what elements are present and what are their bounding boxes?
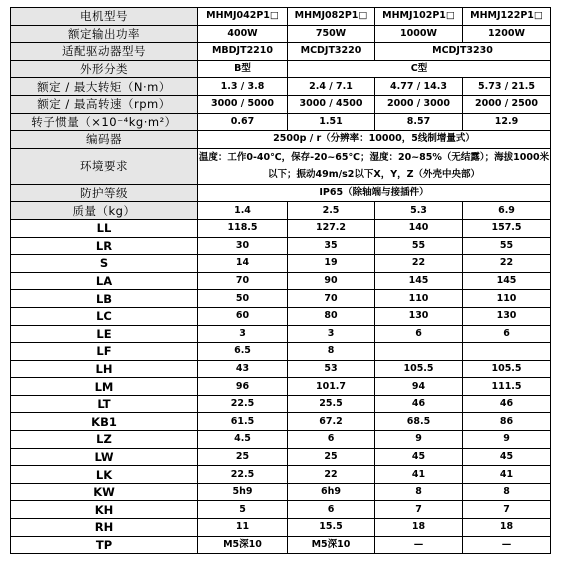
cell-value: 86 bbox=[463, 413, 551, 431]
row-label: LC bbox=[11, 307, 198, 325]
cell-value: 22.5 bbox=[198, 395, 288, 413]
cell-value: MCDJT3230 bbox=[375, 43, 551, 61]
cell-value: 1200W bbox=[463, 25, 551, 43]
cell-value: 46 bbox=[463, 395, 551, 413]
cell-value: 4.5 bbox=[198, 431, 288, 449]
row-label: 电机型号 bbox=[11, 8, 198, 26]
cell-value: 8 bbox=[463, 483, 551, 501]
cell-value: B型 bbox=[198, 60, 288, 78]
row-label: KW bbox=[11, 483, 198, 501]
cell-value: 6 bbox=[288, 431, 375, 449]
row-label: KH bbox=[11, 501, 198, 519]
dimension-rows bbox=[11, 219, 551, 553]
cell-value: 25 bbox=[198, 448, 288, 466]
dimension-row bbox=[11, 307, 551, 325]
cell-value: 80 bbox=[288, 307, 375, 325]
row-label: S bbox=[11, 255, 198, 273]
cell-value: 2000 / 3000 bbox=[375, 95, 463, 113]
cell-value: 3 bbox=[198, 325, 288, 343]
cell-value: 2000 / 2500 bbox=[463, 95, 551, 113]
cell-value: 130 bbox=[375, 307, 463, 325]
cell-value: 145 bbox=[375, 272, 463, 290]
cell-value: 70 bbox=[288, 290, 375, 308]
row-label: 外形分类 bbox=[11, 60, 198, 78]
cell-value: 6 bbox=[375, 325, 463, 343]
cell-value: 温度：工作0-40℃，保存-20~65℃；湿度：20~85%（无结露）；海拔1000米以下；振动49m/s2以下X，Y，Z（外壳中央部） bbox=[198, 148, 551, 184]
model-name: MHMJ082P1□ bbox=[288, 8, 375, 26]
cell-value: 12.9 bbox=[463, 113, 551, 131]
cell-value: 94 bbox=[375, 378, 463, 396]
cell-value: 25.5 bbox=[288, 395, 375, 413]
row-label: KB1 bbox=[11, 413, 198, 431]
spec-row bbox=[11, 25, 551, 43]
row-label: LA bbox=[11, 272, 198, 290]
row-label: 编码器 bbox=[11, 131, 198, 149]
spec-row bbox=[11, 148, 551, 184]
cell-value: 6.9 bbox=[463, 202, 551, 220]
model-name: MHMJ122P1□ bbox=[463, 8, 551, 26]
cell-value: 7 bbox=[463, 501, 551, 519]
row-label: 质量（kg） bbox=[11, 202, 198, 220]
dimension-row bbox=[11, 290, 551, 308]
row-label: LL bbox=[11, 219, 198, 237]
row-label: RH bbox=[11, 519, 198, 537]
cell-value bbox=[463, 343, 551, 361]
dimension-row bbox=[11, 448, 551, 466]
dimension-row bbox=[11, 413, 551, 431]
cell-value: 5 bbox=[198, 501, 288, 519]
cell-value: 157.5 bbox=[463, 219, 551, 237]
dimension-row bbox=[11, 519, 551, 537]
cell-value: 2500p / r（分辨率：10000，5线制增量式） bbox=[198, 131, 551, 149]
row-label: 转子惯量（×10⁻⁴kg·m²） bbox=[11, 113, 198, 131]
cell-value: 6.5 bbox=[198, 343, 288, 361]
dimension-row bbox=[11, 431, 551, 449]
cell-value: 9 bbox=[463, 431, 551, 449]
dimension-row bbox=[11, 272, 551, 290]
cell-value: 3000 / 4500 bbox=[288, 95, 375, 113]
cell-value: 68.5 bbox=[375, 413, 463, 431]
cell-value: 45 bbox=[463, 448, 551, 466]
cell-value: 400W bbox=[198, 25, 288, 43]
cell-value: 9 bbox=[375, 431, 463, 449]
spec-row bbox=[11, 95, 551, 113]
cell-value: 111.5 bbox=[463, 378, 551, 396]
cell-value: 1.4 bbox=[198, 202, 288, 220]
cell-value: 6h9 bbox=[288, 483, 375, 501]
row-label: 环境要求 bbox=[11, 148, 198, 184]
cell-value: 46 bbox=[375, 395, 463, 413]
cell-value: IP65（除轴端与接插件） bbox=[198, 184, 551, 202]
cell-value: 50 bbox=[198, 290, 288, 308]
cell-value: 6 bbox=[463, 325, 551, 343]
dimension-row bbox=[11, 501, 551, 519]
cell-value: 60 bbox=[198, 307, 288, 325]
row-label: LE bbox=[11, 325, 198, 343]
cell-value: 70 bbox=[198, 272, 288, 290]
model-name: MHMJ102P1□ bbox=[375, 8, 463, 26]
cell-value: 45 bbox=[375, 448, 463, 466]
cell-value: — bbox=[463, 536, 551, 554]
row-label: 防护等级 bbox=[11, 184, 198, 202]
dimension-row bbox=[11, 536, 551, 554]
cell-value: M5深10 bbox=[198, 536, 288, 554]
cell-value: 101.7 bbox=[288, 378, 375, 396]
cell-value: 6 bbox=[288, 501, 375, 519]
cell-value bbox=[375, 343, 463, 361]
row-label: LW bbox=[11, 448, 198, 466]
dimension-row bbox=[11, 466, 551, 484]
cell-value: 22 bbox=[375, 255, 463, 273]
row-label: 额定 / 最高转速（rpm） bbox=[11, 95, 198, 113]
cell-value: 15.5 bbox=[288, 519, 375, 537]
cell-value: 18 bbox=[463, 519, 551, 537]
cell-value: 61.5 bbox=[198, 413, 288, 431]
row-label: LH bbox=[11, 360, 198, 378]
row-label: LB bbox=[11, 290, 198, 308]
cell-value: 25 bbox=[288, 448, 375, 466]
cell-value: 2.4 / 7.1 bbox=[288, 78, 375, 96]
cell-value: 53 bbox=[288, 360, 375, 378]
row-label: LR bbox=[11, 237, 198, 255]
cell-value: 8 bbox=[375, 483, 463, 501]
row-label: LK bbox=[11, 466, 198, 484]
row-label: LT bbox=[11, 395, 198, 413]
cell-value: 7 bbox=[375, 501, 463, 519]
cell-value: 4.77 / 14.3 bbox=[375, 78, 463, 96]
cell-value: 35 bbox=[288, 237, 375, 255]
cell-value: 43 bbox=[198, 360, 288, 378]
cell-value: 19 bbox=[288, 255, 375, 273]
cell-value: 41 bbox=[463, 466, 551, 484]
row-label: 适配驱动器型号 bbox=[11, 43, 198, 61]
spec-row bbox=[11, 113, 551, 131]
spec-row bbox=[11, 60, 551, 78]
cell-value: M5深10 bbox=[288, 536, 375, 554]
cell-value: 1000W bbox=[375, 25, 463, 43]
dimension-row bbox=[11, 219, 551, 237]
cell-value: 14 bbox=[198, 255, 288, 273]
dimension-row bbox=[11, 255, 551, 273]
cell-value: 0.67 bbox=[198, 113, 288, 131]
cell-value: 5.3 bbox=[375, 202, 463, 220]
dimension-row bbox=[11, 237, 551, 255]
cell-value: 30 bbox=[198, 237, 288, 255]
cell-value: 1.51 bbox=[288, 113, 375, 131]
cell-value: C型 bbox=[288, 60, 551, 78]
dimension-row bbox=[11, 483, 551, 501]
motor-spec-table bbox=[10, 7, 551, 554]
spec-row bbox=[11, 184, 551, 202]
row-label: LF bbox=[11, 343, 198, 361]
cell-value: 145 bbox=[463, 272, 551, 290]
cell-value: 118.5 bbox=[198, 219, 288, 237]
dimension-row bbox=[11, 378, 551, 396]
cell-value: MBDJT2210 bbox=[198, 43, 288, 61]
cell-value: 90 bbox=[288, 272, 375, 290]
dimension-row bbox=[11, 343, 551, 361]
dimension-row bbox=[11, 325, 551, 343]
cell-value: 22 bbox=[288, 466, 375, 484]
header-row bbox=[11, 8, 551, 26]
cell-value: 55 bbox=[463, 237, 551, 255]
model-name: MHMJ042P1□ bbox=[198, 8, 288, 26]
cell-value: 110 bbox=[463, 290, 551, 308]
cell-value: 5h9 bbox=[198, 483, 288, 501]
cell-value: 67.2 bbox=[288, 413, 375, 431]
cell-value: — bbox=[375, 536, 463, 554]
spec-row bbox=[11, 43, 551, 61]
cell-value: 1.3 / 3.8 bbox=[198, 78, 288, 96]
cell-value: 140 bbox=[375, 219, 463, 237]
cell-value: MCDJT3220 bbox=[288, 43, 375, 61]
spec-row bbox=[11, 78, 551, 96]
dimension-row bbox=[11, 395, 551, 413]
cell-value: 110 bbox=[375, 290, 463, 308]
spec-row bbox=[11, 202, 551, 220]
cell-value: 2.5 bbox=[288, 202, 375, 220]
cell-value: 8 bbox=[288, 343, 375, 361]
cell-value: 105.5 bbox=[463, 360, 551, 378]
cell-value: 55 bbox=[375, 237, 463, 255]
cell-value: 22.5 bbox=[198, 466, 288, 484]
row-label: 额定输出功率 bbox=[11, 25, 198, 43]
cell-value: 8.57 bbox=[375, 113, 463, 131]
cell-value: 130 bbox=[463, 307, 551, 325]
cell-value: 5.73 / 21.5 bbox=[463, 78, 551, 96]
cell-value: 41 bbox=[375, 466, 463, 484]
cell-value: 96 bbox=[198, 378, 288, 396]
cell-value: 127.2 bbox=[288, 219, 375, 237]
cell-value: 18 bbox=[375, 519, 463, 537]
spec-row bbox=[11, 131, 551, 149]
row-label: 额定 / 最大转矩（N·m） bbox=[11, 78, 198, 96]
dimension-row bbox=[11, 360, 551, 378]
cell-value: 3 bbox=[288, 325, 375, 343]
cell-value: 105.5 bbox=[375, 360, 463, 378]
row-label: LZ bbox=[11, 431, 198, 449]
cell-value: 3000 / 5000 bbox=[198, 95, 288, 113]
cell-value: 22 bbox=[463, 255, 551, 273]
cell-value: 750W bbox=[288, 25, 375, 43]
row-label: LM bbox=[11, 378, 198, 396]
cell-value: 11 bbox=[198, 519, 288, 537]
row-label: TP bbox=[11, 536, 198, 554]
